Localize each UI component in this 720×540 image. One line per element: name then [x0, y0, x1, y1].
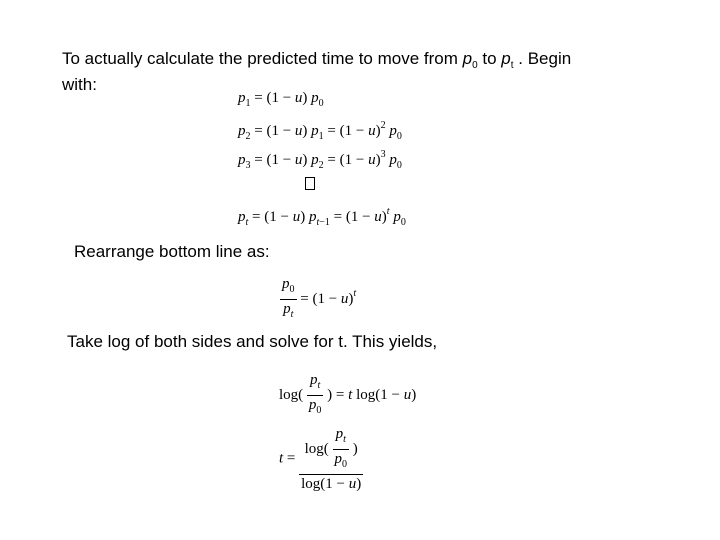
equation-p2: $p_2 = (1 - u) p_1 = (1 - u)^2$ $p_0$ — [238, 120, 402, 142]
equation-p1: $p_1 = (1 - u)$ $p_0$ — [238, 90, 324, 109]
equation-solve-t: t = log( $\frac{p_t}{p_0}$ ) log(1 − u) — [279, 426, 362, 492]
intro-line-2: with: — [62, 75, 97, 94]
equation-p3: $p_3 = (1 - u) p_2 = (1 - u)^3$ $p_0$ — [238, 149, 402, 171]
take-log-text: Take log of both sides and solve for t. This yields, — [67, 332, 438, 351]
vertical-ellipsis-placeholder — [305, 177, 315, 190]
equation-ratio: $\frac{p_0}{p_t}$ = $(1 - u)^t$ — [280, 275, 356, 324]
rearrange-text: Rearrange bottom line as: — [74, 242, 270, 261]
equation-pt: $p_t = (1 - u) p_{t-1} = (1 - u)^t$ $p_0$ — [238, 206, 406, 228]
intro-line-1: To actually calculate the predicted time to move from $p_0$ to $p_t$ . Begin — [62, 49, 572, 71]
equation-log: log( $\frac{p_t}{p_0}$ ) = t log(1 − u) — [279, 371, 416, 420]
